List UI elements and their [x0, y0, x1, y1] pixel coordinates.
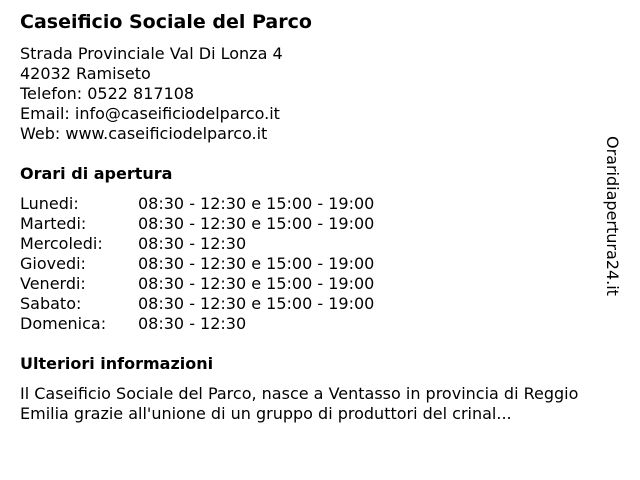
- day-label: Mercoledi:: [20, 234, 103, 253]
- address-city: 42032 Ramiseto: [20, 64, 151, 83]
- time-range: 08:30 - 12:30: [138, 314, 247, 333]
- opening-hours-heading: Orari di apertura: [20, 164, 173, 183]
- time-range: 08:30 - 12:30 e 15:00 - 19:00: [138, 194, 375, 213]
- phone-text: Telefon: 0522 817108: [20, 84, 195, 103]
- day-label: Domenica:: [20, 314, 107, 333]
- site-watermark: Oraridiapertura24.it: [603, 136, 622, 296]
- further-info-heading: Ulteriori informazioni: [20, 354, 214, 373]
- day-label: Giovedi:: [20, 254, 86, 273]
- email-text: Email: info@caseificiodelparco.it: [20, 104, 280, 123]
- time-range: 08:30 - 12:30 e 15:00 - 19:00: [138, 294, 375, 313]
- business-description: Il Caseificio Sociale del Parco, nasce a Ventasso in provincia di Reggio Emilia grazie all'unione di un gruppo di produttori del crinal...: [20, 384, 579, 423]
- web-text: Web: www.caseificiodelparco.it: [20, 124, 268, 143]
- day-label: Venerdi:: [20, 274, 86, 293]
- day-label: Lunedi:: [20, 194, 79, 213]
- contact-block: [20, 44, 283, 144]
- business-name: Caseificio Sociale del Parco: [20, 11, 312, 33]
- day-label: Martedi:: [20, 214, 87, 233]
- time-range: 08:30 - 12:30: [138, 234, 247, 253]
- day-label: Sabato:: [20, 294, 82, 313]
- time-range: 08:30 - 12:30 e 15:00 - 19:00: [138, 274, 375, 293]
- address-street: Strada Provinciale Val Di Lonza 4: [20, 44, 283, 63]
- time-range: 08:30 - 12:30 e 15:00 - 19:00: [138, 214, 375, 233]
- time-range: 08:30 - 12:30 e 15:00 - 19:00: [138, 254, 375, 273]
